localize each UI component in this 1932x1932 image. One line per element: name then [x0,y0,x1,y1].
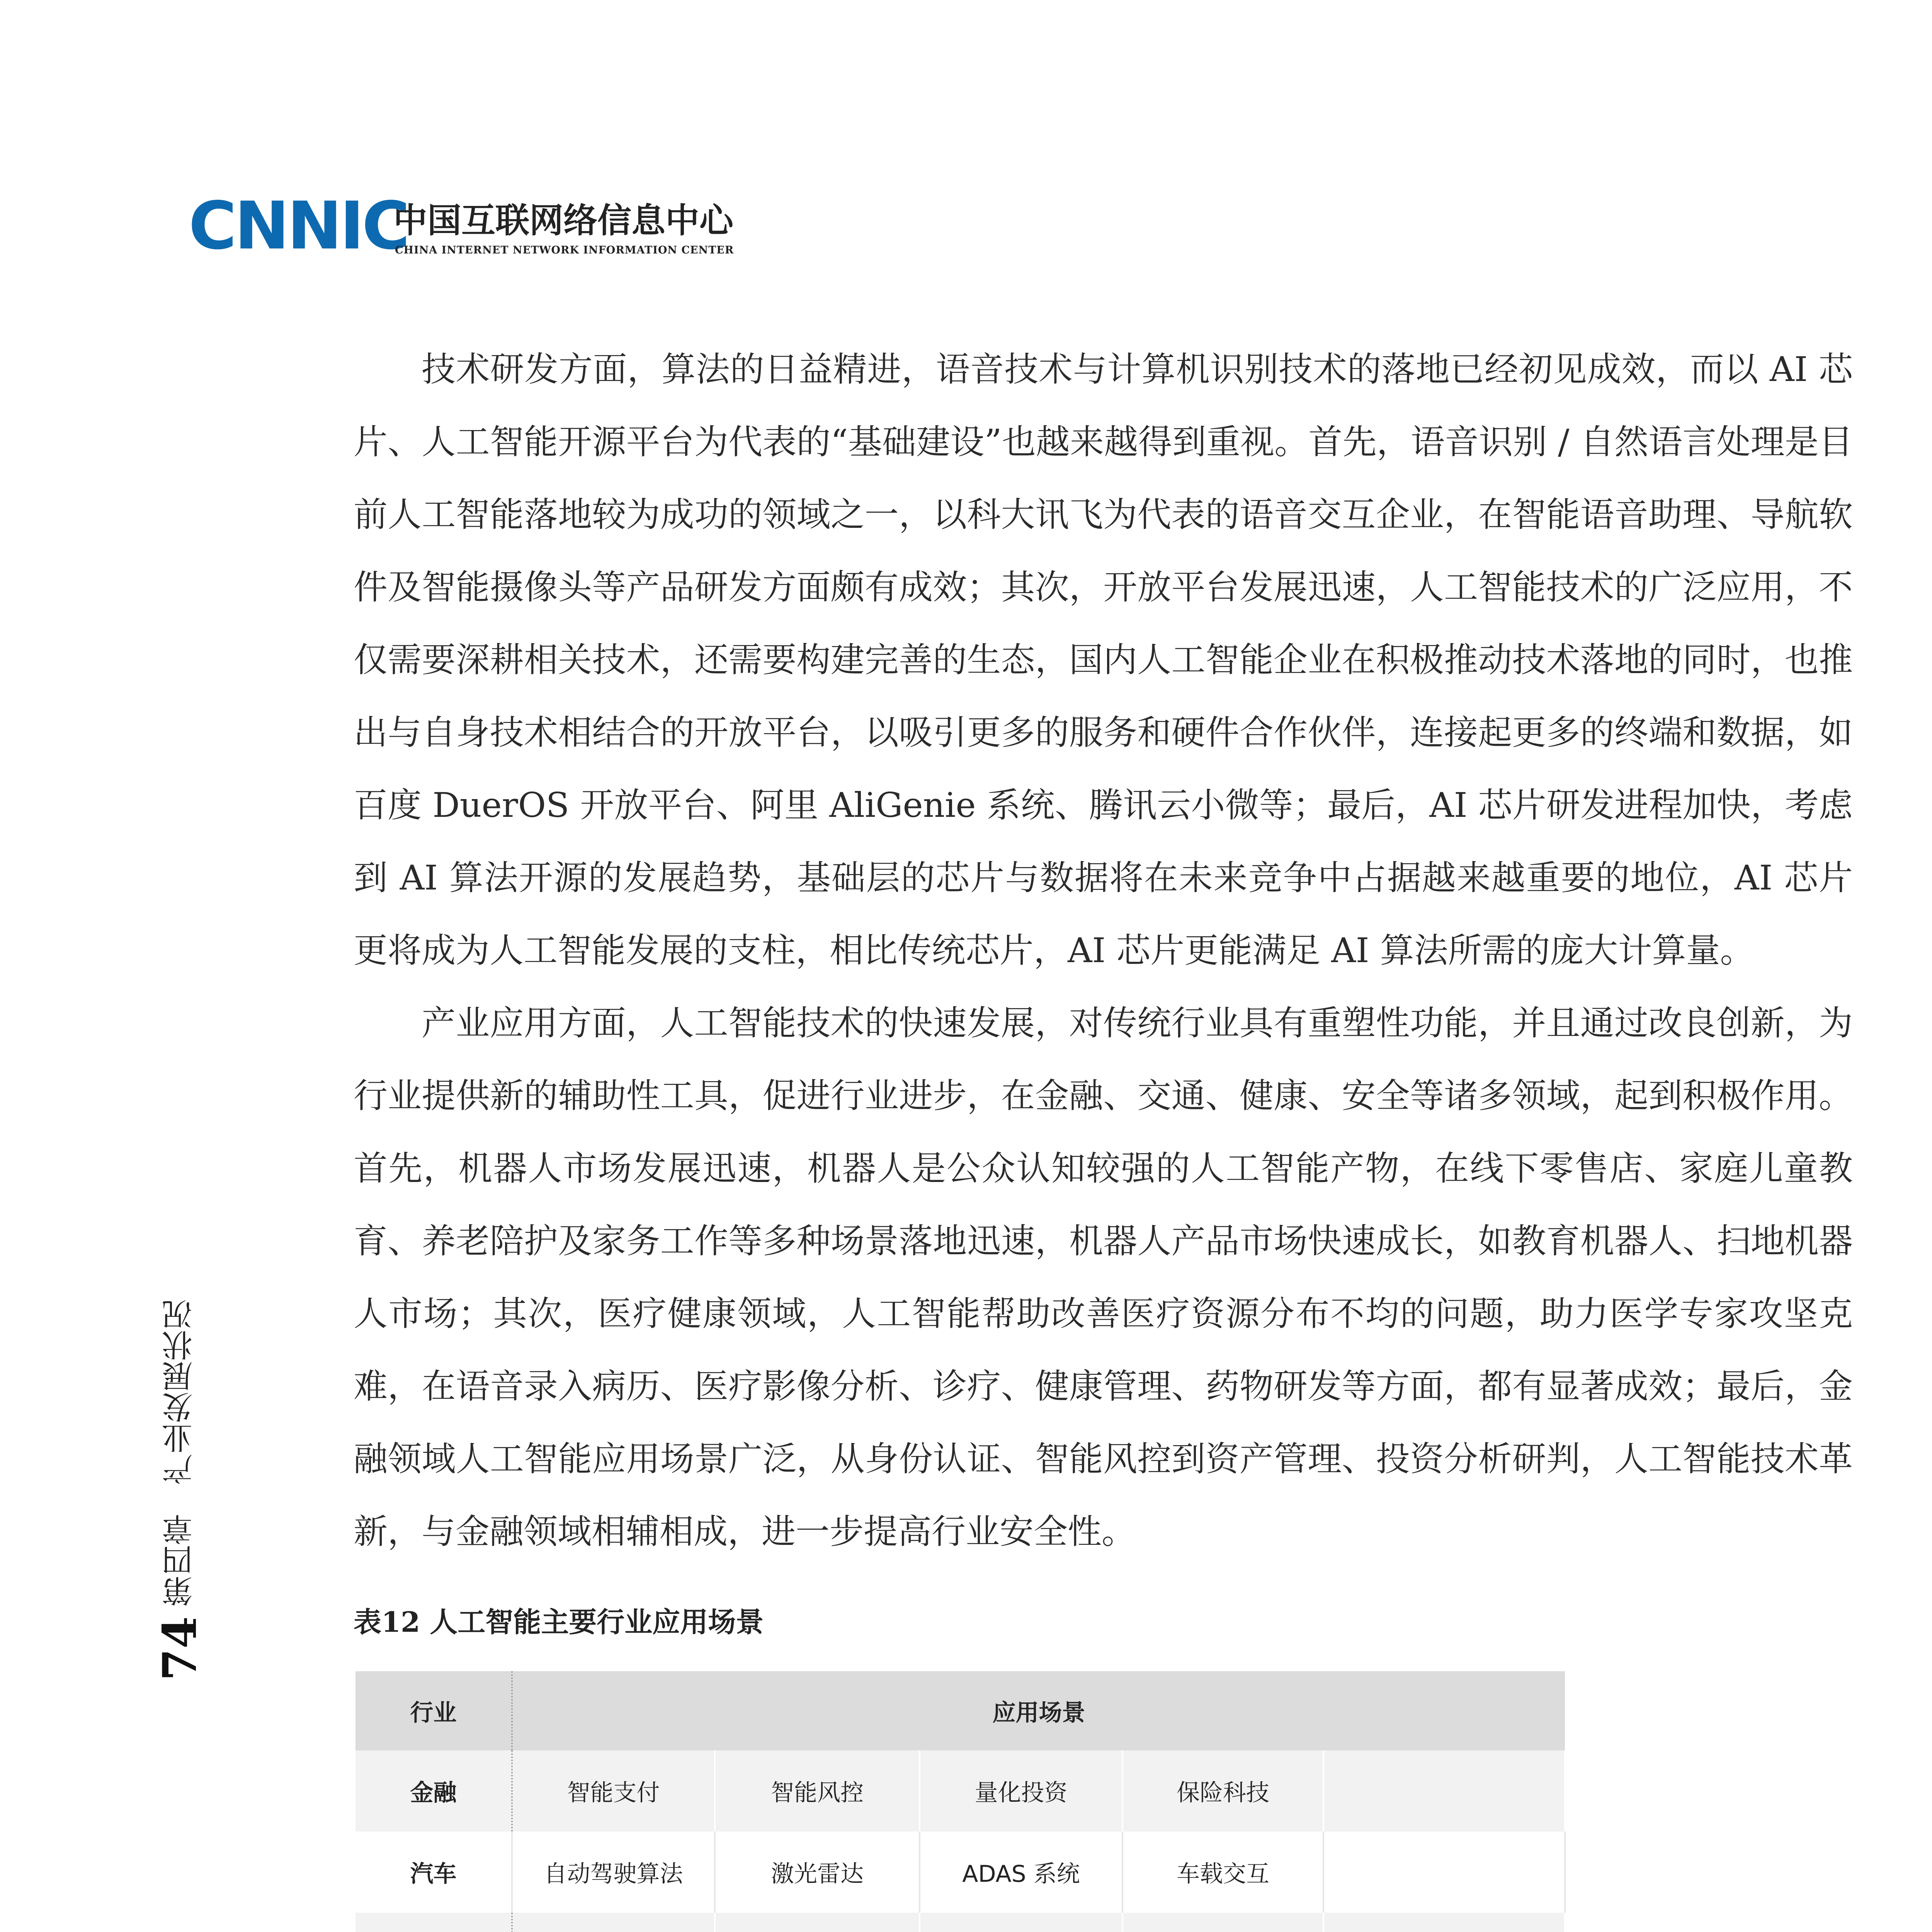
header-scenarios: 应用场景 [512,1671,1565,1750]
scenario-cell: 智能风控 [715,1750,920,1832]
scenario-cell: 车载交互 [1122,1832,1323,1913]
scenario-cell [1122,1913,1323,1932]
industry-cell [355,1913,512,1932]
body-text [354,333,1853,1568]
page-number: 74 [153,1616,207,1681]
chapter-label: 第四章 [162,1514,198,1607]
table-row [355,1913,1565,1932]
scenario-cell: 保险科技 [1122,1750,1323,1832]
table-row [355,1832,1565,1913]
industry-cell: 汽车 [355,1832,512,1913]
scenario-cell [1323,1913,1565,1932]
scenario-cell: 量化投资 [920,1750,1122,1832]
section-label: 产业发展状况 [162,1299,198,1485]
org-name-cn: 中国互联网络信息中心 [393,200,734,240]
table-title: 表12 人工智能主要行业应用场景 [354,1605,764,1638]
scenario-cell [715,1913,920,1932]
scenario-cell: ADAS 系统 [920,1832,1122,1913]
ai-industry-table [355,1671,1566,1932]
paragraph-industry: 产业应用方面，人工智能技术的快速发展，对传统行业具有重塑性功能，并且通过改良创新，为行业提供新的辅助性工具，促进行业进步，在金融、交通、健康、安全等诸多领域，起到积极作用。首先，机器人市场发展迅速，机器人是公众认知较强的人工智能产物，在线下零售店、家庭儿童教育、养老陪护及家务工作等多种场景落地迅速，机器人产品市场快速成长，如教育机器人、扫地机器人市场；其次，医疗健康领域，人工智能帮助改善医疗资源分布不均的问题，助力医学专家攻坚克难，在语音录入病历、医疗影像分析、诊疗、健康管理、药物研发等方面，都有显著成效；最后，金融领域人工智能应用场景广泛，从身份认证、智能风控到资产管理、投资分析研判，人工智能技术革新，与金融领域相辅相成，进一步提高行业安全性。 [354,1003,1853,1551]
header-industry: 行业 [355,1671,512,1750]
scenario-cell [1323,1750,1565,1832]
org-name-en: CHINA INTERNET NETWORK INFORMATION CENTER [395,244,734,256]
industry-cell: 金融 [355,1750,512,1832]
scenario-cell [512,1913,715,1932]
scenario-cell [920,1913,1122,1932]
scenario-cell: 自动驾驶算法 [512,1832,715,1913]
scenario-cell [1323,1832,1565,1913]
table-row [355,1750,1565,1832]
cnnic-logo: CNNIC [189,188,408,264]
side-running-head [153,1271,207,1704]
scenario-cell: 激光雷达 [715,1832,920,1913]
paragraph-tech: 技术研发方面，算法的日益精进，语音技术与计算机识别技术的落地已经初见成效，而以 AI 芯片、人工智能开源平台为代表的“基础建设”也越来越得到重视。首先，语音识别 / 自然语言处理是目前人工智能落地较为成功的领域之一，以科大讯飞为代表的语音交互企业，在智能语音助理、导航软件及智能摄像头等产品研发方面颇有成效；其次，开放平台发展迅速，人工智能技术的广泛应用，不仅需要深耕相关技术，还需要构建完善的生态，国内人工智能企业在积极推动技术落地的同时，也推出与自身技术相结合的开放平台，以吸引更多的服务和硬件合作伙伴，连接起更多的终端和数据，如百度 DuerOS 开放平台、阿里 AliGenie 系统、腾讯云小微等；最后，AI 芯片研发进程加快，考虑到 AI 算法开源的发展趋势，基础层的芯片与数据将在未来竞争中占据越来越重要的地位，AI 芯片更将成为人工智能发展的支柱，相比传统芯片，AI 芯片更能满足 AI 算法所需的庞大计算量。 [354,349,1853,970]
scenario-cell: 智能支付 [512,1750,715,1832]
table-header-row [355,1671,1565,1750]
